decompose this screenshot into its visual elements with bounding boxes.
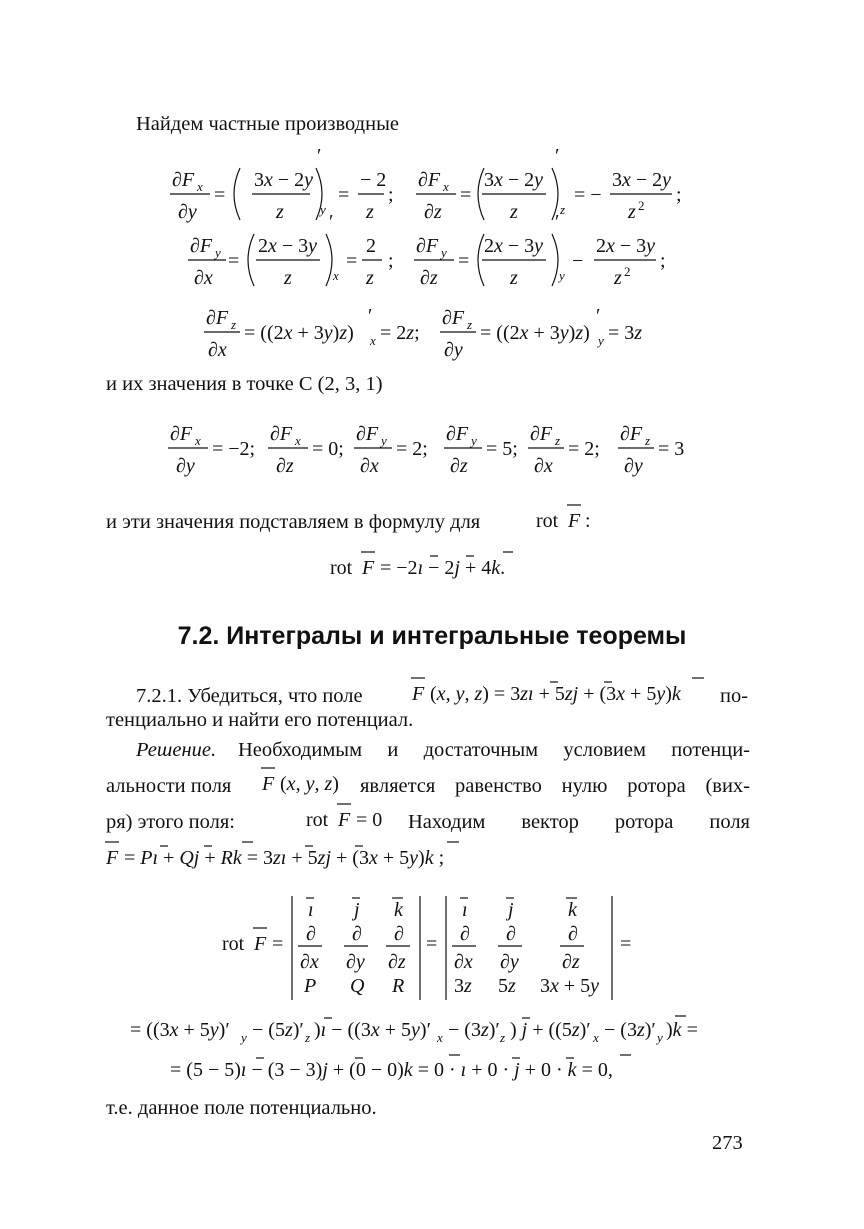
svg-text:∂z: ∂z <box>450 455 468 477</box>
svg-text:3x − 2y: 3x − 2y <box>612 169 672 191</box>
svg-text:= ((2x + 3y)z): = ((2x + 3y)z) <box>480 322 590 344</box>
svg-text:x: x <box>295 433 301 448</box>
svg-text:= ((3x + 5y)′: = ((3x + 5y)′ <box>130 1019 230 1041</box>
svg-text:∂z: ∂z <box>562 951 580 973</box>
solution-label: Решение. <box>136 739 217 761</box>
svg-text:;: ; <box>388 250 394 272</box>
svg-text:∂z: ∂z <box>276 455 294 477</box>
svg-text:F: F <box>262 773 275 795</box>
svg-text:=: = <box>426 933 438 955</box>
svg-text:∂F: ∂F <box>170 423 193 445</box>
svg-text:= ((2x + 3y)z): = ((2x + 3y)z) <box>244 322 354 344</box>
svg-text:2: 2 <box>366 235 376 257</box>
svg-text:∂: ∂ <box>506 923 516 945</box>
formula-F-components <box>105 842 459 869</box>
svg-text:∂F: ∂F <box>416 235 439 257</box>
svg-text:z: z <box>614 267 622 289</box>
svg-text:ı: ı <box>308 899 314 921</box>
svg-text:′: ′ <box>317 145 322 167</box>
svg-text:z: z <box>628 201 636 223</box>
svg-text:k: k <box>568 899 577 921</box>
svg-text:F: F <box>362 557 375 579</box>
svg-text:2: 2 <box>624 264 631 279</box>
svg-text:3z: 3z <box>454 975 472 997</box>
svg-text:−: − <box>572 250 584 272</box>
svg-text:z: z <box>276 201 284 223</box>
svg-text:∂F: ∂F <box>206 307 229 329</box>
svg-text:R: R <box>392 975 405 997</box>
svg-text:′: ′ <box>555 211 560 233</box>
svg-text:z: z <box>231 317 237 332</box>
svg-text:∂F: ∂F <box>356 423 379 445</box>
svg-text:=: = <box>338 184 350 206</box>
solution-line3-start: ря) этого поля: <box>106 811 235 833</box>
svg-text:∂F: ∂F <box>172 169 195 191</box>
svg-text:;: ; <box>660 250 666 272</box>
page-number: 273 <box>712 1132 743 1154</box>
svg-text:x: x <box>195 433 201 448</box>
svg-text:rot: rot <box>222 933 245 955</box>
svg-text:=: = <box>620 933 632 955</box>
svg-text:5z: 5z <box>498 975 516 997</box>
substitute-text: и эти значения подставляем в формулу для <box>106 511 481 533</box>
svg-text:F: F <box>412 683 425 705</box>
svg-text:∂: ∂ <box>394 923 404 945</box>
svg-text:F: F <box>254 933 267 955</box>
intro-text: Найдем частные производные <box>136 113 399 135</box>
svg-text:z: z <box>510 267 518 289</box>
svg-text:y: y <box>441 245 447 260</box>
point-values-text: и их значения в точке C (2, 3, 1) <box>106 373 383 395</box>
formula-final <box>170 1055 631 1081</box>
solution-line3-end: Находим вектор ротора поля <box>408 811 750 833</box>
svg-text:z: z <box>645 433 651 448</box>
svg-text:3x − 2y: 3x − 2y <box>254 169 314 191</box>
svg-text:z: z <box>284 267 292 289</box>
svg-text:− (3z)′: − (3z)′ <box>604 1019 656 1041</box>
svg-text:= 3z: = 3z <box>608 322 643 344</box>
svg-text:∂x: ∂x <box>300 951 319 973</box>
svg-text:= −2;: = −2; <box>212 438 256 460</box>
svg-text:∂F: ∂F <box>418 169 441 191</box>
svg-text:′: ′ <box>329 211 334 233</box>
svg-text:F: F <box>568 510 581 532</box>
svg-text::: : <box>585 510 591 532</box>
svg-text:= Pı + Qj + Rk = 3zı + 5zj + (: = Pı + Qj + Rk = 3zı + 5zj + (3x + 5y)k ; <box>124 847 445 869</box>
svg-text:− (3z)′: − (3z)′ <box>448 1019 500 1041</box>
svg-text:∂z: ∂z <box>424 201 442 223</box>
svg-text:− (5z)′: − (5z)′ <box>252 1019 304 1041</box>
svg-text:2x − 3y: 2x − 3y <box>484 235 544 257</box>
svg-text:) j + ((5z)′: ) j + ((5z)′ <box>510 1019 591 1041</box>
svg-text:z: z <box>500 1030 506 1045</box>
svg-text:2x − 3y: 2x − 3y <box>596 235 656 257</box>
svg-text:y: y <box>657 1030 663 1045</box>
svg-text:j: j <box>508 899 514 921</box>
formula-F-xyz <box>261 768 339 795</box>
svg-text:;: ; <box>676 184 682 206</box>
svg-text:z: z <box>555 433 561 448</box>
svg-text:x: x <box>197 179 203 194</box>
svg-text:(x, y, z) = 3zı + 5zj + (3x +: (x, y, z) = 3zı + 5zj + (3x + 5y)k <box>430 683 681 705</box>
svg-text:rot: rot <box>330 557 353 579</box>
formula-dFx-dy <box>170 145 394 223</box>
svg-text:= (5 − 5)ı − (3 − 3)j + (0 − 0: = (5 − 5)ı − (3 − 3)j + (0 − 0)k = 0 · ı + 0 · j + 0 · k = 0, <box>170 1059 613 1081</box>
svg-text:=: = <box>458 250 470 272</box>
svg-text:z: z <box>467 317 473 332</box>
svg-text:(x, y, z): (x, y, z) <box>280 773 339 795</box>
svg-text:y: y <box>241 1030 247 1045</box>
svg-text:)ı − ((3x + 5y)′: )ı − ((3x + 5y)′ <box>314 1019 431 1041</box>
formula-dFx-dz <box>416 145 682 223</box>
svg-text:y: y <box>381 433 387 448</box>
svg-text:= 2;: = 2; <box>396 438 428 460</box>
formula-values-at-point <box>168 423 684 477</box>
svg-text:∂x: ∂x <box>534 455 553 477</box>
problem-statement-end: тенциально и найти его потенциал. <box>106 709 414 731</box>
svg-text:∂z: ∂z <box>420 267 438 289</box>
svg-text:z: z <box>560 202 566 217</box>
svg-text:F: F <box>338 809 351 831</box>
svg-text:∂: ∂ <box>352 923 362 945</box>
svg-text:=: = <box>346 250 358 272</box>
svg-text:z: z <box>510 201 518 223</box>
svg-text:∂: ∂ <box>460 923 470 945</box>
svg-text:= 2z;: = 2z; <box>380 322 420 344</box>
svg-text:= 5;: = 5; <box>486 438 518 460</box>
svg-text:= −2ı − 2j + 4k.: = −2ı − 2j + 4k. <box>380 557 506 579</box>
svg-text:3x − 2y: 3x − 2y <box>484 169 544 191</box>
problem-statement-hyphen: по- <box>720 685 749 707</box>
svg-text:∂x: ∂x <box>194 267 213 289</box>
svg-text:=: = <box>228 250 240 272</box>
svg-text:∂: ∂ <box>306 923 316 945</box>
svg-text:∂y: ∂y <box>178 201 197 223</box>
svg-text:rot: rot <box>536 510 559 532</box>
svg-text:∂: ∂ <box>568 923 578 945</box>
svg-text:z: z <box>366 201 374 223</box>
svg-text:− 2: − 2 <box>360 169 387 191</box>
svg-text:x: x <box>333 268 339 283</box>
svg-text:∂F: ∂F <box>620 423 643 445</box>
svg-text:;: ; <box>388 184 394 206</box>
svg-text:y: y <box>598 333 604 348</box>
svg-text:Q: Q <box>350 975 365 997</box>
svg-text:P: P <box>304 975 317 997</box>
svg-text:3x + 5y: 3x + 5y <box>540 975 600 997</box>
svg-text:∂y: ∂y <box>624 455 643 477</box>
svg-text:z: z <box>305 1030 311 1045</box>
svg-text:= 2;: = 2; <box>568 438 600 460</box>
svg-text:=: = <box>460 184 472 206</box>
svg-text:′: ′ <box>596 305 601 327</box>
svg-text:x: x <box>443 179 449 194</box>
svg-text:∂F: ∂F <box>530 423 553 445</box>
solution-line2-end: является равенство нулю ротора (вих- <box>360 775 750 797</box>
svg-text:= 0;: = 0; <box>312 438 344 460</box>
problem-statement-start: 7.2.1. Убедиться, что поле <box>136 685 363 707</box>
formula-expansion <box>130 1016 698 1045</box>
solution-line1: Необходимым и достаточным условием потенци- <box>238 739 750 761</box>
svg-text:x: x <box>370 333 376 348</box>
svg-text:2: 2 <box>638 198 645 213</box>
solution-line2-start: альности поля <box>106 775 232 797</box>
svg-text:)k =: )k = <box>666 1019 698 1041</box>
svg-text:∂F: ∂F <box>446 423 469 445</box>
svg-text:x: x <box>593 1030 599 1045</box>
conclusion-text: т.е. данное поле потенциально. <box>106 1097 377 1119</box>
svg-text:k: k <box>394 899 403 921</box>
svg-text:ı: ı <box>462 899 468 921</box>
svg-text:2x − 3y: 2x − 3y <box>258 235 318 257</box>
formula-rotF-result <box>330 552 513 579</box>
svg-text:rot: rot <box>306 809 329 831</box>
svg-text:′: ′ <box>368 305 373 327</box>
svg-text:= −: = − <box>574 184 602 206</box>
svg-text:∂y: ∂y <box>346 951 365 973</box>
svg-text:∂x: ∂x <box>208 339 227 361</box>
formula-rotF-inline <box>536 505 591 532</box>
svg-text:∂z: ∂z <box>388 951 406 973</box>
svg-text:∂x: ∂x <box>454 951 473 973</box>
svg-text:∂y: ∂y <box>176 455 195 477</box>
formula-dFz-dx <box>204 305 420 361</box>
svg-text:= 3: = 3 <box>658 438 685 460</box>
formula-rotF-zero <box>306 804 382 831</box>
svg-text:j: j <box>354 899 360 921</box>
formula-field-definition <box>411 678 704 705</box>
svg-text:y: y <box>559 268 565 283</box>
svg-text:x: x <box>437 1030 443 1045</box>
section-title: 7.2. Интегралы и интегральные теоремы <box>177 622 687 650</box>
svg-text:∂y: ∂y <box>444 339 463 361</box>
svg-text:F: F <box>106 847 119 869</box>
svg-text:= 0: = 0 <box>356 809 383 831</box>
formula-determinant <box>222 896 631 1000</box>
svg-text:y: y <box>320 202 326 217</box>
svg-text:∂F: ∂F <box>270 423 293 445</box>
svg-text:=: = <box>214 184 226 206</box>
svg-text:y: y <box>471 433 477 448</box>
svg-text:∂F: ∂F <box>442 307 465 329</box>
formula-dFy-dx <box>188 211 394 289</box>
svg-text:=: = <box>272 933 284 955</box>
svg-text:∂y: ∂y <box>500 951 519 973</box>
svg-text:z: z <box>366 267 374 289</box>
svg-text:∂F: ∂F <box>190 235 213 257</box>
formula-dFz-dy <box>440 305 642 361</box>
svg-text:′: ′ <box>555 145 560 167</box>
svg-text:y: y <box>215 245 221 260</box>
svg-text:∂x: ∂x <box>360 455 379 477</box>
